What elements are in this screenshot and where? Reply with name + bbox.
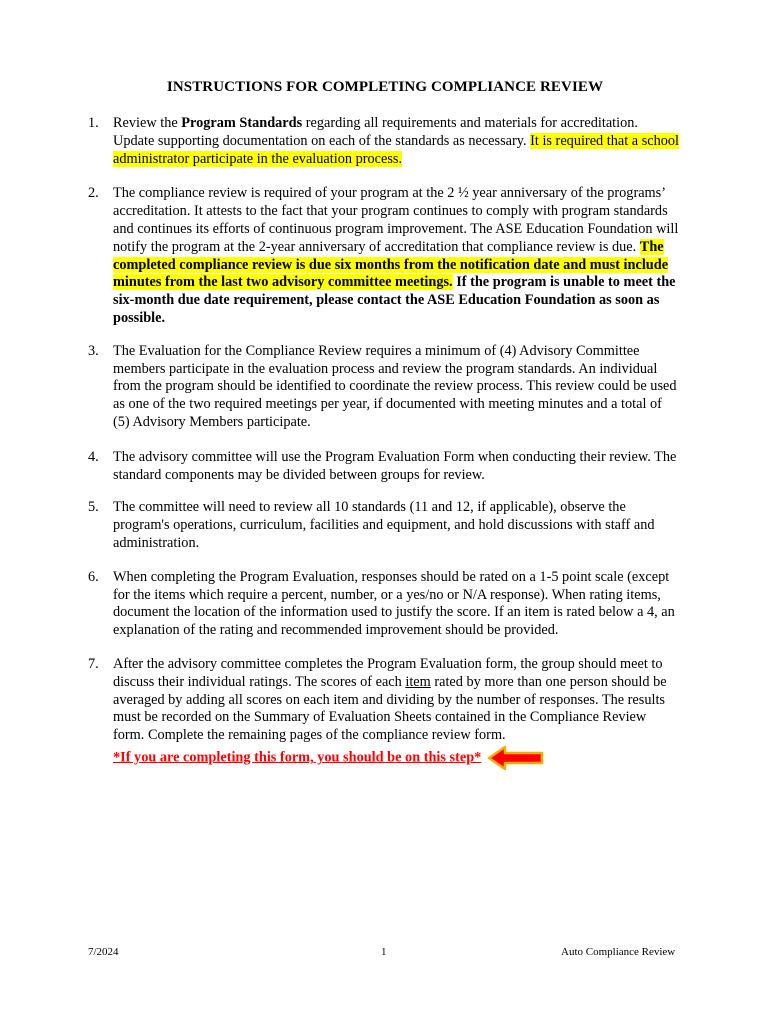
left-arrow-icon [487,745,545,771]
item-number: 7. [88,655,99,672]
footer-date: 7/2024 [88,946,119,958]
highlighted-bold-text: The completed compliance review is due six months from the notification date and must include minutes from the last two advisory committee meetings. [113,238,669,291]
highlighted-text: It is required that a school administrator participate in the evaluation process. [113,132,680,167]
list-item: 4. The advisory committee will use the Program Evaluation Form when conducting their review. The standard components may be divided between groups for review. [88,448,677,483]
item-number: 4. [88,448,99,465]
instruction-list [88,115,680,771]
item-number: 5. [88,499,99,516]
page-title: INSTRUCTIONS FOR COMPLETING COMPLIANCE REVIEW [166,79,604,95]
item-number: 2. [88,185,99,202]
list-item: 2. The compliance review is required of your program at the 2 ½ year anniversary of the programs’ accreditation. It attests to the fact that your program continues to comply with program standards and continues its efforts of continuous program improvement. The ASE Education Foundation will notify the program at the 2-year anniversary of accreditation that compliance review is due. The completed compliance review is due six months from the notification date and must include minutes from the last two advisory committee meetings. If the program is unable to meet the six-month due date requirement, please contact the ASE Education Foundation as soon as possible. [88,185,679,326]
bold-text: Program Standards [181,115,303,131]
list-item: 7. After the advisory committee completes the Program Evaluation form, the group should meet to discuss their individual ratings. The scores of each item rated by more than one person should be averaged by adding all scores on each item and dividing by the number of responses. The results must be recorded on the Summary of Evaluation Sheets contained in the Compliance Review form. Complete the remaining pages of the compliance review form. *If you are completing this form, you should be on this step* [88,656,680,771]
item-number: 3. [88,342,99,359]
item-number: 6. [88,568,99,585]
footer-doc-title: Auto Compliance Review [561,946,676,958]
list-item: 1. Review the Program Standards regarding all requirements and materials for accreditation. Update supporting documentation on each of the standards as necessary. It is required that a school administrator participate in the evaluation process. [88,115,680,167]
list-item: 6. When completing the Program Evaluation, responses should be rated on a 1-5 point scale (except for the items which require a percent, number, or a yes/no or N/A response). When rating items, document the location of the information used to justify the score. If an item is rated below a 4, an explanation of the rating and recommended improvement should be provided. [88,568,675,639]
bold-text: If the program is unable to meet the six-month due date requirement, please contact the ASE Education Foundation as soon as possible. [113,274,676,326]
list-item: 3. The Evaluation for the Compliance Review requires a minimum of (4) Advisory Committee members participate in the evaluation process and review the program standards. An individual from the program should be identified to coordinate the review process. This review could be used as one of the two required meetings per year, if documented with meeting minutes and a total of (5) Advisory Members participate. [88,342,677,430]
underlined-text: item [405,673,431,690]
step-note: *If you are completing this form, you should be on this step* [113,749,482,766]
item-number: 1. [88,115,99,131]
list-item: 5. The committee will need to review all 10 standards (11 and 12, if applicable), observe the program's operations, curriculum, facilities and equipment, and hold discussions with staff and administration. [88,499,655,551]
footer-page-number: 1 [381,946,387,958]
